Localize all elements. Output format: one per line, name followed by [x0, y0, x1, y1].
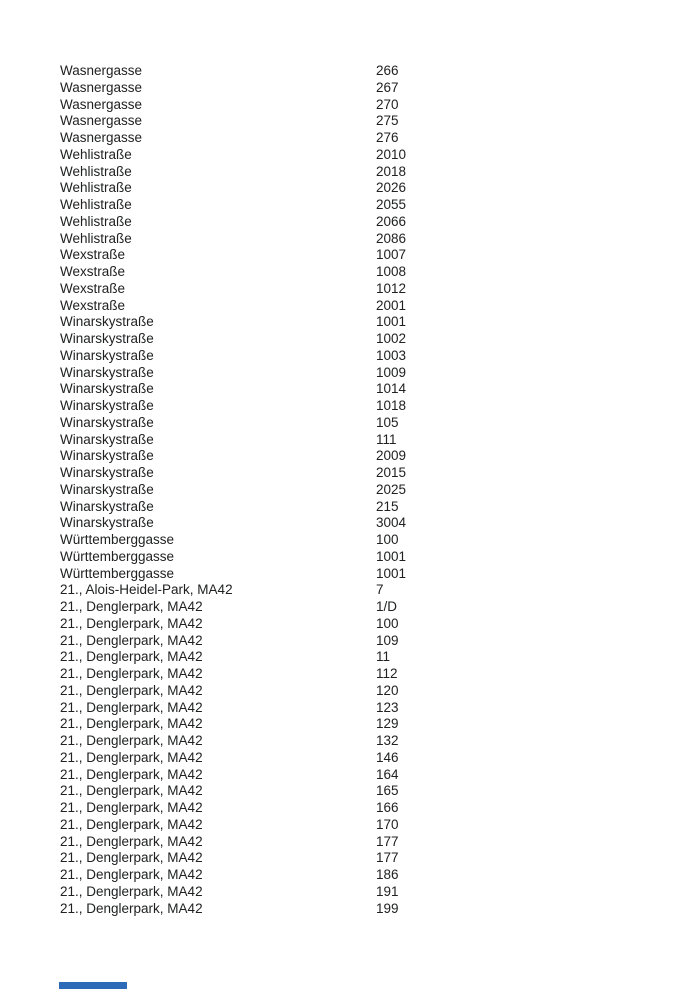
table-row: [0, 666, 700, 683]
house-number-cell: 170: [376, 816, 399, 832]
table-row: [0, 582, 700, 599]
house-number-cell: 2066: [376, 213, 407, 229]
house-number-cell: 146: [376, 749, 399, 765]
table-row: [0, 113, 700, 130]
table-row: [0, 549, 700, 566]
house-number-cell: 7: [376, 582, 384, 598]
table-row: [0, 649, 700, 666]
table-row: [0, 566, 700, 583]
house-number-cell: 2009: [376, 448, 407, 464]
table-row: [0, 767, 700, 784]
street-name-cell: 21., Denglerpark, MA42: [60, 766, 203, 782]
street-name-cell: Wehlistraße: [60, 146, 132, 162]
street-name-cell: 21., Denglerpark, MA42: [60, 699, 203, 715]
street-name-cell: Wexstraße: [60, 297, 126, 313]
street-name-cell: Wasnergasse: [60, 113, 143, 129]
house-number-cell: 109: [376, 632, 399, 648]
table-row: [0, 281, 700, 298]
house-number-cell: 177: [376, 833, 399, 849]
house-number-cell: 177: [376, 850, 399, 866]
house-number-cell: 11: [376, 649, 391, 665]
street-name-cell: Wasnergasse: [60, 130, 143, 145]
house-number-cell: 165: [376, 783, 399, 799]
house-number-cell: 1001: [376, 548, 407, 564]
house-number-cell: 1001: [376, 565, 407, 581]
house-number-cell: 1012: [376, 280, 407, 296]
house-number-cell: 111: [376, 431, 397, 447]
table-row: [0, 180, 700, 197]
street-name-cell: Winarskystraße: [60, 448, 154, 464]
house-number-cell: 132: [376, 733, 399, 748]
table-row: [0, 817, 700, 834]
street-name-cell: Wexstraße: [60, 247, 126, 263]
table-row: [0, 247, 700, 264]
table-row: [0, 264, 700, 281]
table-row: [0, 381, 700, 398]
house-number-cell: 186: [376, 867, 399, 882]
house-number-cell: 2025: [376, 481, 407, 497]
house-number-cell: 275: [376, 113, 399, 129]
street-name-cell: 21., Denglerpark, MA42: [60, 800, 203, 815]
street-name-cell: Winarskystraße: [60, 347, 154, 363]
house-number-cell: 276: [376, 130, 399, 145]
street-name-cell: 21., Denglerpark, MA42: [60, 682, 203, 698]
table-row: [0, 800, 700, 817]
table-row: [0, 884, 700, 901]
street-name-cell: Wehlistraße: [60, 180, 132, 196]
table-row: [0, 599, 700, 616]
street-name-cell: Winarskystraße: [60, 498, 154, 514]
street-name-cell: Winarskystraße: [60, 364, 154, 380]
street-name-cell: 21., Denglerpark, MA42: [60, 749, 203, 765]
house-number-cell: 1014: [376, 381, 407, 397]
table-row: [0, 867, 700, 884]
table-row: [0, 834, 700, 851]
house-number-cell: 3004: [376, 515, 407, 531]
table-row: [0, 683, 700, 700]
street-name-cell: Wexstraße: [60, 264, 126, 279]
house-number-cell: 1008: [376, 264, 407, 279]
street-name-cell: 21., Denglerpark, MA42: [60, 733, 203, 748]
house-number-cell: 105: [376, 414, 399, 430]
table-row: [0, 448, 700, 465]
address-table: [0, 63, 700, 917]
street-name-cell: 21., Denglerpark, MA42: [60, 816, 203, 832]
table-row: [0, 716, 700, 733]
table-row: [0, 197, 700, 214]
table-row: [0, 499, 700, 516]
table-row: [0, 415, 700, 432]
table-row: [0, 532, 700, 549]
street-name-cell: Württemberggasse: [60, 548, 175, 564]
street-name-cell: Winarskystraße: [60, 515, 154, 531]
street-name-cell: 21., Denglerpark, MA42: [60, 632, 203, 648]
house-number-cell: 266: [376, 63, 399, 78]
table-row: [0, 214, 700, 231]
table-row: [0, 733, 700, 750]
street-name-cell: Winarskystraße: [60, 431, 154, 447]
house-number-cell: 123: [376, 699, 399, 715]
house-number-cell: 1007: [376, 247, 407, 263]
street-name-cell: Wasnergasse: [60, 63, 143, 78]
table-row: [0, 348, 700, 365]
table-row: [0, 63, 700, 80]
street-name-cell: 21., Denglerpark, MA42: [60, 783, 203, 799]
street-name-cell: Wasnergasse: [60, 96, 143, 112]
house-number-cell: 1001: [376, 314, 407, 330]
street-name-cell: 21., Denglerpark, MA42: [60, 716, 203, 732]
house-number-cell: 2086: [376, 230, 407, 246]
table-row: [0, 432, 700, 449]
street-name-cell: Winarskystraße: [60, 414, 154, 430]
street-name-cell: 21., Denglerpark, MA42: [60, 833, 203, 849]
house-number-cell: 100: [376, 532, 399, 547]
house-number-cell: 120: [376, 682, 399, 698]
house-number-cell: 2055: [376, 197, 407, 212]
house-number-cell: 2001: [376, 297, 407, 313]
street-name-cell: Wehlistraße: [60, 230, 132, 246]
street-name-cell: 21., Denglerpark, MA42: [60, 900, 203, 916]
house-number-cell: 129: [376, 716, 399, 732]
street-name-cell: 21., Denglerpark, MA42: [60, 599, 203, 614]
street-name-cell: Winarskystraße: [60, 314, 154, 330]
table-row: [0, 850, 700, 867]
table-row: [0, 314, 700, 331]
table-row: [0, 515, 700, 532]
blue-indicator-bar: [59, 982, 127, 989]
street-name-cell: 21., Denglerpark, MA42: [60, 615, 203, 631]
street-name-cell: 21., Alois-Heidel-Park, MA42: [60, 582, 233, 598]
table-row: [0, 465, 700, 482]
house-number-cell: 2010: [376, 146, 407, 162]
street-name-cell: Württemberggasse: [60, 532, 175, 547]
house-number-cell: 2015: [376, 465, 407, 480]
table-row: [0, 130, 700, 147]
street-name-cell: 21., Denglerpark, MA42: [60, 867, 203, 882]
street-name-cell: 21., Denglerpark, MA42: [60, 850, 203, 866]
table-row: [0, 97, 700, 114]
street-name-cell: Winarskystraße: [60, 398, 154, 413]
table-row: [0, 365, 700, 382]
table-row: [0, 147, 700, 164]
table-row: [0, 80, 700, 97]
street-name-cell: Wehlistraße: [60, 213, 132, 229]
table-row: [0, 783, 700, 800]
street-name-cell: Wexstraße: [60, 280, 126, 296]
table-row: [0, 331, 700, 348]
street-name-cell: Wehlistraße: [60, 163, 132, 179]
house-number-cell: 1009: [376, 364, 407, 380]
house-number-cell: 1/D: [376, 599, 398, 614]
street-name-cell: Wasnergasse: [60, 79, 143, 95]
table-row: [0, 231, 700, 248]
house-number-cell: 191: [376, 883, 399, 899]
house-number-cell: 215: [376, 498, 399, 514]
table-row: [0, 616, 700, 633]
table-row: [0, 398, 700, 415]
house-number-cell: 2018: [376, 163, 407, 179]
house-number-cell: 270: [376, 96, 399, 112]
street-name-cell: Wehlistraße: [60, 197, 132, 212]
street-name-cell: Württemberggasse: [60, 565, 175, 581]
street-name-cell: 21., Denglerpark, MA42: [60, 666, 203, 681]
house-number-cell: 1018: [376, 398, 407, 413]
house-number-cell: 100: [376, 615, 399, 631]
house-number-cell: 267: [376, 79, 399, 95]
house-number-cell: 166: [376, 800, 399, 815]
street-name-cell: 21., Denglerpark, MA42: [60, 883, 203, 899]
street-name-cell: Winarskystraße: [60, 331, 154, 346]
table-row: [0, 482, 700, 499]
table-row: [0, 633, 700, 650]
street-name-cell: Winarskystraße: [60, 481, 154, 497]
table-row: [0, 750, 700, 767]
house-number-cell: 1002: [376, 331, 407, 346]
street-name-cell: 21., Denglerpark, MA42: [60, 649, 203, 665]
table-row: [0, 164, 700, 181]
house-number-cell: 112: [376, 666, 398, 681]
table-row: [0, 901, 700, 918]
house-number-cell: 2026: [376, 180, 407, 196]
house-number-cell: 164: [376, 766, 399, 782]
table-row: [0, 700, 700, 717]
street-name-cell: Winarskystraße: [60, 465, 154, 480]
house-number-cell: 199: [376, 900, 399, 916]
street-name-cell: Winarskystraße: [60, 381, 154, 397]
table-row: [0, 298, 700, 315]
house-number-cell: 1003: [376, 347, 407, 363]
